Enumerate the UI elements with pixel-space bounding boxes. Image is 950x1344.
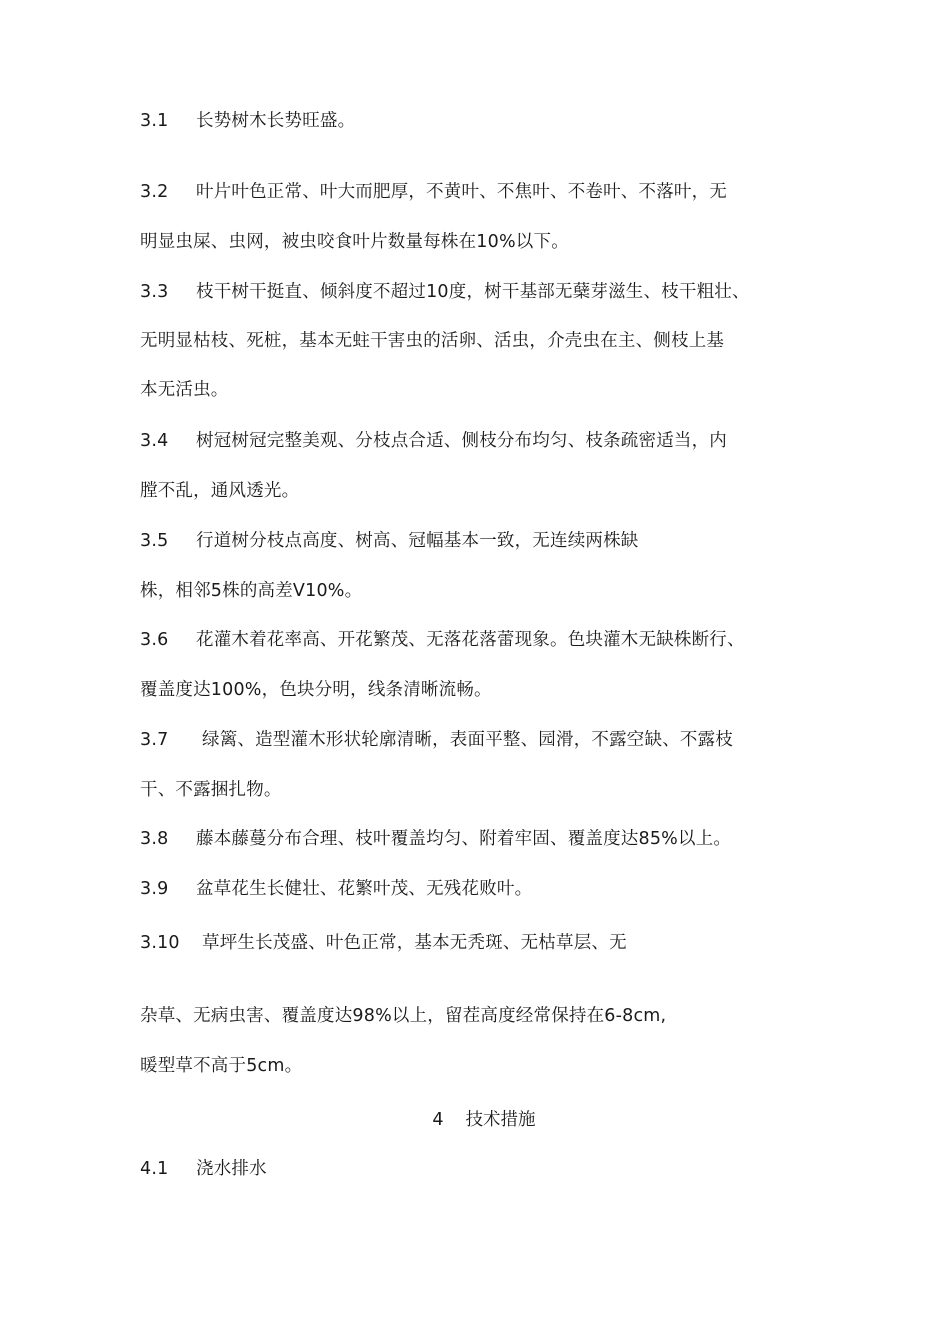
item-3-3-continuation (140, 329, 724, 353)
item-3-4 (140, 429, 727, 453)
item-3-3 (140, 280, 750, 304)
section-title: 技术措施 (465, 1110, 536, 1130)
subsection-title: 浇水排水 (196, 1159, 267, 1179)
item-3-10 (140, 931, 627, 955)
item-text: 树冠树冠完整美观、分枝点合适、侧枝分布均匀、枝条疏密适当，内 (196, 431, 727, 451)
item-3-1 (140, 109, 355, 133)
item-3-3-continuation (140, 378, 229, 402)
item-text: 枝干树干挺直、倾斜度不超过10度，树干基部无蘖芽滋生、枝干粗壮、 (196, 282, 750, 302)
item-text: 株，相邻5株的高差V10%。 (140, 581, 363, 601)
item-text: 藤本藤蔓分布合理、枝叶覆盖均匀、附着牢固、覆盖度达85%以上。 (196, 829, 732, 849)
item-number: 3.7 (140, 730, 169, 750)
item-3-6 (140, 628, 745, 652)
item-text: 花灌木着花率高、开花繁茂、无落花落蕾现象。色块灌木无缺株断行、 (196, 630, 745, 650)
item-3-8 (140, 827, 731, 851)
item-3-10-continuation (140, 1004, 666, 1028)
item-number: 3.10 (140, 933, 180, 953)
item-number: 3.5 (140, 531, 169, 551)
item-number: 3.6 (140, 630, 169, 650)
item-3-2 (140, 180, 727, 204)
item-3-4-continuation (140, 479, 299, 503)
item-text: 绿篱、造型灌木形状轮廓清晰，表面平整、园滑，不露空缺、不露枝 (202, 730, 733, 750)
item-number: 3.3 (140, 282, 169, 302)
subsection-number: 4.1 (140, 1159, 169, 1179)
item-text: 膛不乱，通风透光。 (140, 481, 300, 501)
item-text: 本无活虫。 (140, 380, 229, 400)
item-number: 3.4 (140, 431, 169, 451)
item-text: 干、不露捆扎物。 (140, 780, 282, 800)
item-number: 3.8 (140, 829, 169, 849)
subsection-heading (140, 1157, 267, 1181)
item-3-5-continuation (140, 579, 362, 603)
item-3-9 (140, 877, 532, 901)
item-3-10-continuation (140, 1054, 302, 1078)
item-text: 无明显枯枝、死桩，基本无蛀干害虫的活卵、活虫，介壳虫在主、侧枝上基 (140, 331, 725, 351)
item-text: 草坪生长茂盛、叶色正常，基本无秃斑、无枯草层、无 (202, 933, 627, 953)
item-3-7 (140, 728, 733, 752)
section-heading (0, 1108, 950, 1132)
item-number: 3.9 (140, 879, 169, 899)
item-3-6-continuation (140, 678, 492, 702)
item-text: 杂草、无病虫害、覆盖度达98%以上，留茬高度经常保持在6-8cm, (140, 1006, 667, 1026)
item-text: 行道树分枝点高度、树高、冠幅基本一致，无连续两株缺 (196, 531, 639, 551)
item-text: 长势树木长势旺盛。 (196, 111, 356, 131)
item-3-5 (140, 529, 639, 553)
item-text: 暖型草不高于5cm。 (140, 1056, 303, 1076)
item-text: 叶片叶色正常、叶大而肥厚，不黄叶、不焦叶、不卷叶、不落叶，无 (196, 182, 727, 202)
item-number: 3.2 (140, 182, 169, 202)
item-text: 明显虫屎、虫网，被虫咬食叶片数量每株在10%以下。 (140, 232, 569, 252)
item-text: 盆草花生长健壮、花繁叶茂、无残花败叶。 (196, 879, 533, 899)
item-3-2-continuation (140, 230, 569, 254)
item-number: 3.1 (140, 111, 169, 131)
section-number: 4 (432, 1110, 444, 1130)
item-3-7-continuation (140, 778, 282, 802)
item-text: 覆盖度达100%，色块分明，线条清晰流畅。 (140, 680, 492, 700)
